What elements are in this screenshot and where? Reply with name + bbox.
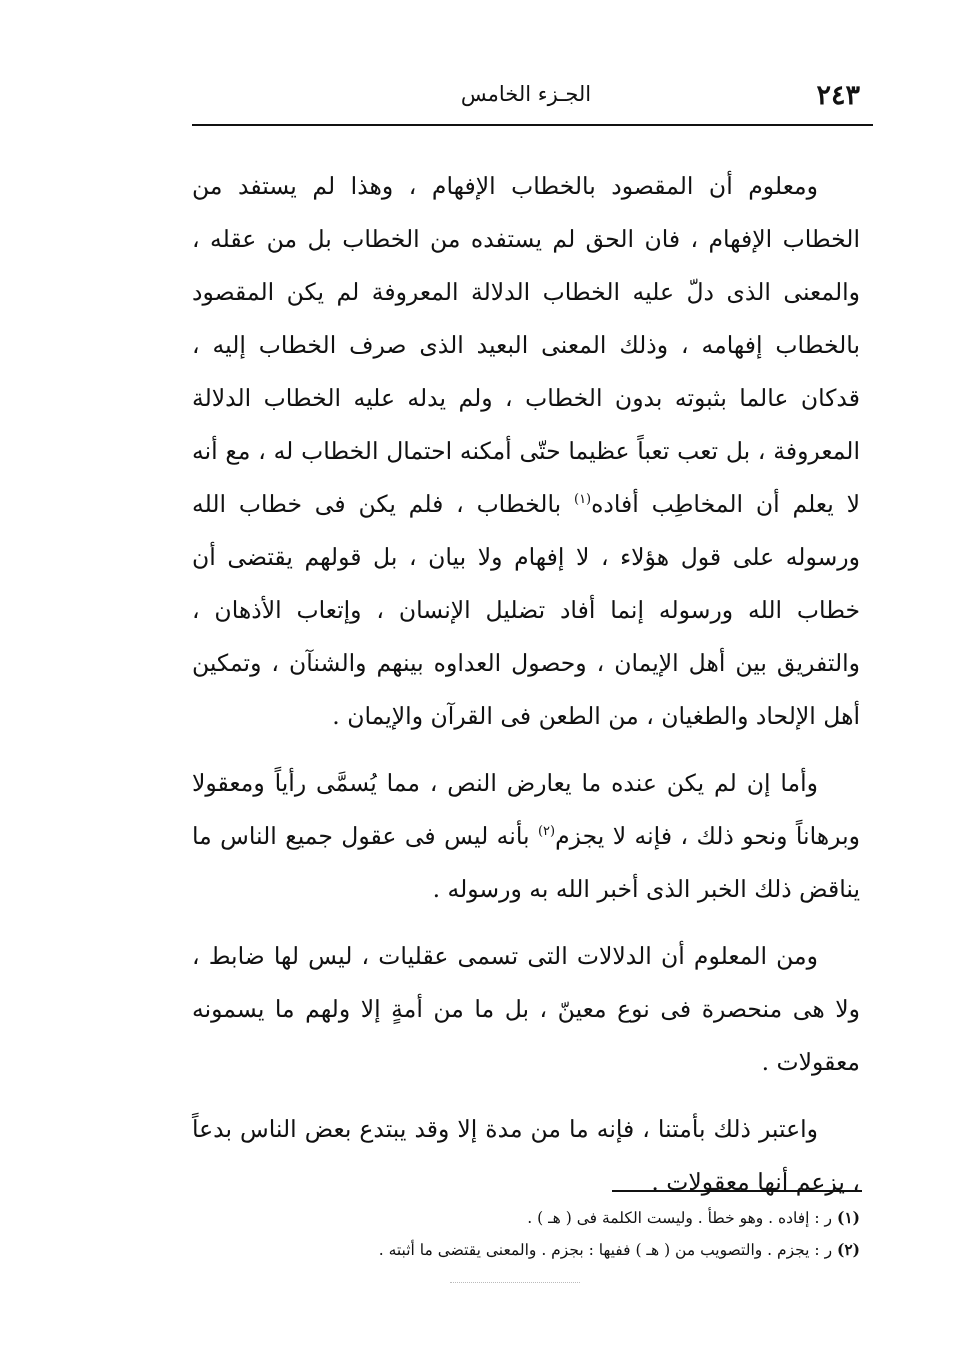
footnote-text: ر : إفاده . وهو خطأ . وليست الكلمة فى ( هـ ) . — [527, 1209, 837, 1227]
footnote-number: (٢) — [836, 1240, 860, 1259]
header-rule — [192, 124, 873, 126]
paragraph-text: واعتبر ذلك بأمتنا ، فإنه ما من مدة إلا وقد يبتدع بعض الناس بدعاً ، يزعم أنها معقولات . — [192, 1115, 860, 1196]
page-number: ٢٤٣ — [816, 80, 860, 111]
paragraph-4 — [192, 1103, 860, 1209]
footnote-marker-2: (٢) — [537, 824, 556, 840]
paragraph-text: وأما إن لم يكن عنده ما يعارض النص ، مما يُسمَّى رأياً ومعقولا وبرهاناً ونحو ذلك ، فإنه لا يجزم — [192, 769, 860, 850]
footnotes — [192, 1202, 860, 1266]
footnote-number: (١) — [836, 1208, 860, 1227]
paragraph-text: بالخطاب ، فلم يكن فى خطاب الله ورسوله على قول هؤلاء ، لا إفهام ولا بيان ، بل قولهم يقتضى أن خطاب الله ورسوله إنما أفاد تضليل الإنسان ، وإتعاب الأذهان ، والتفريق بين أهل الإيمان ، وحصول العداوه بينهم والشنآن ، وتمكين أهل الإلحاد والطغيان ، من الطعن فى القرآن والإيمان . — [192, 490, 860, 730]
paragraph-text: بأنه ليس فى عقول جميع الناس ما يناقض ذلك الخبر الذى أخبر الله به ورسوله . — [192, 822, 860, 903]
footnote-rule — [612, 1190, 862, 1192]
footnote-1 — [192, 1202, 860, 1234]
body-text — [192, 160, 860, 1209]
paragraph-2 — [192, 757, 860, 916]
paragraph-text: ومن المعلوم أن الدلالات التى تسمى عقليات ، ليس لها ضابط ، ولا هى منحصرة فى نوع معينّ ، بل ما من أمةٍ إلا ولهم ما يسمونه معقولات . — [192, 942, 860, 1076]
paragraph-1 — [192, 160, 860, 743]
running-title: الجـزء الخامس — [460, 82, 592, 106]
scan-smudge — [450, 1282, 580, 1283]
footnote-text: ر : يجزم . والتصويب من ( هـ ) ففيها : بجزم . والمعنى يقتضى ما أثبته . — [378, 1241, 837, 1259]
page-header — [192, 78, 860, 114]
footnote-2 — [192, 1234, 860, 1266]
footnote-marker-1: (١) — [573, 492, 592, 508]
paragraph-3 — [192, 930, 860, 1089]
paragraph-text: ومعلوم أن المقصود بالخطاب الإفهام ، وهذا لم يستفد من الخطاب الإفهام ، فان الحق لم يستفده من الخطاب بل من عقله ، والمعنى الذى دلّ عليه الخطاب الدلالة المعروفة لم يكن المقصود بالخطاب إفهامه ، وذلك المعنى البعيد الذى صرف الخطاب إليه ، قدكان عالما بثبوته بدون الخطاب ، ولم يدله عليه الخطاب الدلالة المعروفة ، بل تعب تعباً عظيما حتّى أمكنه احتمال الخطاب له ، مع أنه لا يعلم أن المخاطِب أفاده — [192, 172, 860, 518]
